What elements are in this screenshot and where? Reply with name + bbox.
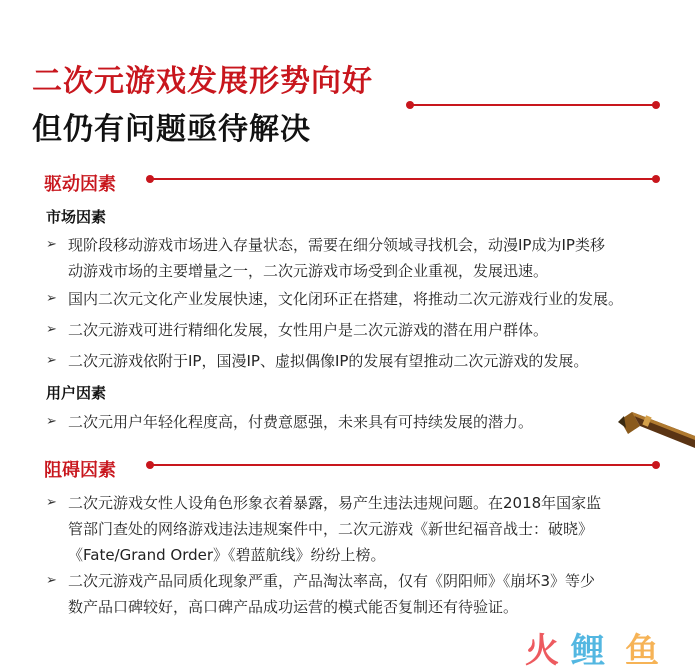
page-title: 二次元游戏发展形势向好: [32, 64, 373, 99]
bullet-arrow-icon: ➢: [46, 573, 57, 588]
barriers-rule-dot-left: [146, 461, 154, 469]
bullet-arrow-icon: ➢: [46, 414, 57, 429]
page-subtitle: 但仍有问题亟待解决: [32, 112, 311, 147]
title-rule: [410, 104, 658, 106]
fountain-pen-icon: [618, 404, 695, 456]
title-rule-dot-right: [652, 101, 660, 109]
market-heading: 市场因素: [46, 208, 107, 226]
svg-text:鲤: 鲤: [571, 631, 605, 668]
drivers-rule-dot-left: [146, 175, 154, 183]
drivers-rule: [150, 178, 658, 180]
bullet-arrow-icon: ➢: [46, 291, 57, 306]
drivers-heading: 驱动因素: [44, 174, 116, 195]
barriers-rule: [150, 464, 658, 466]
users-heading: 用户因素: [46, 384, 107, 402]
svg-text:鱼: 鱼: [625, 631, 659, 668]
watermark-logo: [525, 628, 690, 668]
bullet-arrow-icon: ➢: [46, 322, 57, 337]
svg-text:火: 火: [525, 631, 559, 668]
barriers-rule-dot-right: [652, 461, 660, 469]
title-rule-dot-left: [406, 101, 414, 109]
drivers-rule-dot-right: [652, 175, 660, 183]
bullet-arrow-icon: ➢: [46, 353, 57, 368]
bullet-arrow-icon: ➢: [46, 237, 57, 252]
barriers-heading: 阻碍因素: [44, 460, 116, 481]
bullet-arrow-icon: ➢: [46, 495, 57, 510]
